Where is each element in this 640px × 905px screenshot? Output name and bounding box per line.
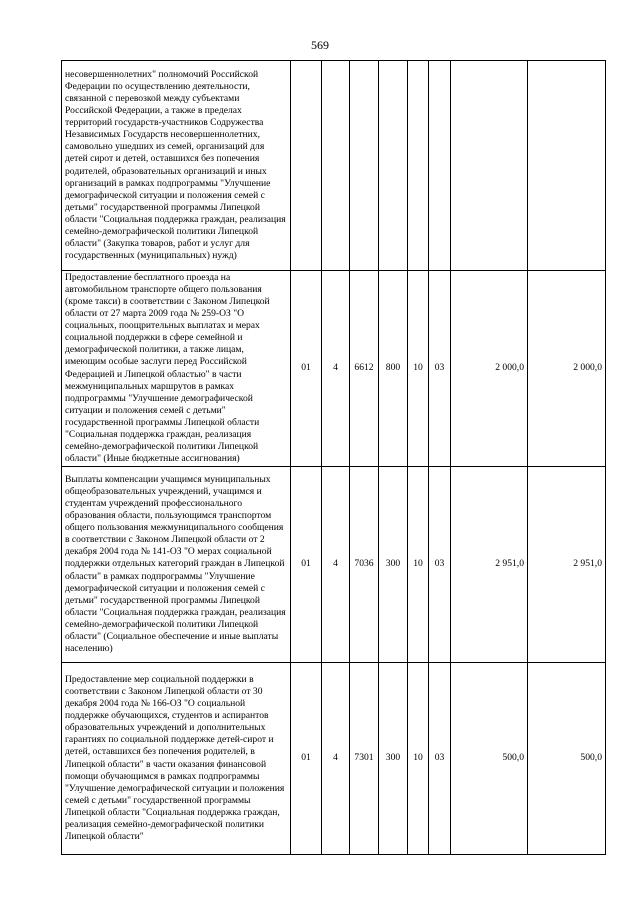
code-cell: 01 [291,467,322,663]
code-cell [350,61,379,271]
table-row [62,271,606,467]
code-cell: 800 [379,271,408,467]
table-row [62,467,606,663]
code-cell: 7036 [350,467,379,663]
code-cell [291,61,322,271]
amount-cell: 500,0 [451,663,528,855]
code-cell [408,61,429,271]
code-cell: 01 [291,271,322,467]
row-description: несовершеннолетних" полномочий Российской Федерации по осуществлению деятельности, связанной с перевозкой между субъектами Российской Федерации, а также в пределах территорий государств-участников Содружества Независимых Государств несовершеннолетних, самовольно ушедших из семей, организаций для детей сирот и детей, оставшихся без попечения родителей, образовательных организаций и иных организаций в рамках подпрограммы "Улучшение демографической ситуации и положения семей с детьми" государственной программы Липецкой области "Социальная поддержка граждан, реализация семейно-демографической политики Липецкой области" (Закупка товаров, работ и услуг для государственных (муниципальных) нужд) [62,61,291,271]
code-cell [379,61,408,271]
code-cell: 03 [429,663,451,855]
amount-cell: 500,0 [528,663,606,855]
page-number: 569 [311,38,329,52]
amount-cell [451,61,528,271]
amount-cell: 2 000,0 [528,271,606,467]
row-description: Выплаты компенсации учащимся муниципальных общеобразовательных учреждений, учащимся и студентам учреждений профессионального образования области, пользующимся транспортом общего пользования межмуниципального сообщения в соответствии с Законом Липецкой области от 2 декабря 2004 года № 141-ОЗ "О мерах социальной поддержки отдельных категорий граждан в Липецкой области" в рамках подпрограммы "Улучшение демографической ситуации и положения семей с детьми" государственной программы Липецкой области "Социальная поддержка граждан, реализация семейно-демографической политики Липецкой области" (Социальное обеспечение и иные выплаты населению) [62,467,291,663]
code-cell: 6612 [350,271,379,467]
amount-cell: 2 951,0 [528,467,606,663]
code-cell: 10 [408,663,429,855]
code-cell [322,61,350,271]
amount-cell: 2 000,0 [451,271,528,467]
row-description: Предоставление мер социальной поддержки в соответствии с Законом Липецкой области от 30 декабря 2004 года № 166-ОЗ "О социальной поддержке обучающихся, студентов и аспирантов образовательных учреждений и дополнительных гарантиях по социальной поддержке детей-сирот и детей, оставшихся без попечения родителей, в Липецкой области" в части оказания финансовой помощи обучающимся в рамках подпрограммы "Улучшение демографической ситуации и положения семей с детьми" государственной программы Липецкой области "Социальная поддержка граждан, реализация семейно-демографической политики Липецкой области" [62,663,291,855]
code-cell: 4 [322,271,350,467]
table-row [62,61,606,271]
code-cell [429,61,451,271]
code-cell: 01 [291,663,322,855]
code-cell: 10 [408,467,429,663]
amount-cell [528,61,606,271]
budget-table [61,60,606,855]
code-cell: 300 [379,467,408,663]
row-description: Предоставление бесплатного проезда на автомобильном транспорте общего пользования (кроме такси) в соответствии с Законом Липецкой области от 27 марта 2009 года № 259-ОЗ "О социальных, поощрительных выплатах и мерах социальной поддержки в сфере семейной и демографической политики, а также лицам, имеющим особые заслуги перед Российской Федерацией и Липецкой областью" в части межмуниципальных маршрутов в рамках подпрограммы "Улучшение демографической ситуации и положения семей с детьми" государственной программы Липецкой области "Социальная поддержка граждан, реализация семейно-демографической политики Липецкой области" (Иные бюджетные ассигнования) [62,271,291,467]
amount-cell: 2 951,0 [451,467,528,663]
code-cell: 10 [408,271,429,467]
code-cell: 4 [322,467,350,663]
code-cell: 4 [322,663,350,855]
code-cell: 300 [379,663,408,855]
code-cell: 7301 [350,663,379,855]
code-cell: 03 [429,467,451,663]
table-row [62,663,606,855]
code-cell: 03 [429,271,451,467]
